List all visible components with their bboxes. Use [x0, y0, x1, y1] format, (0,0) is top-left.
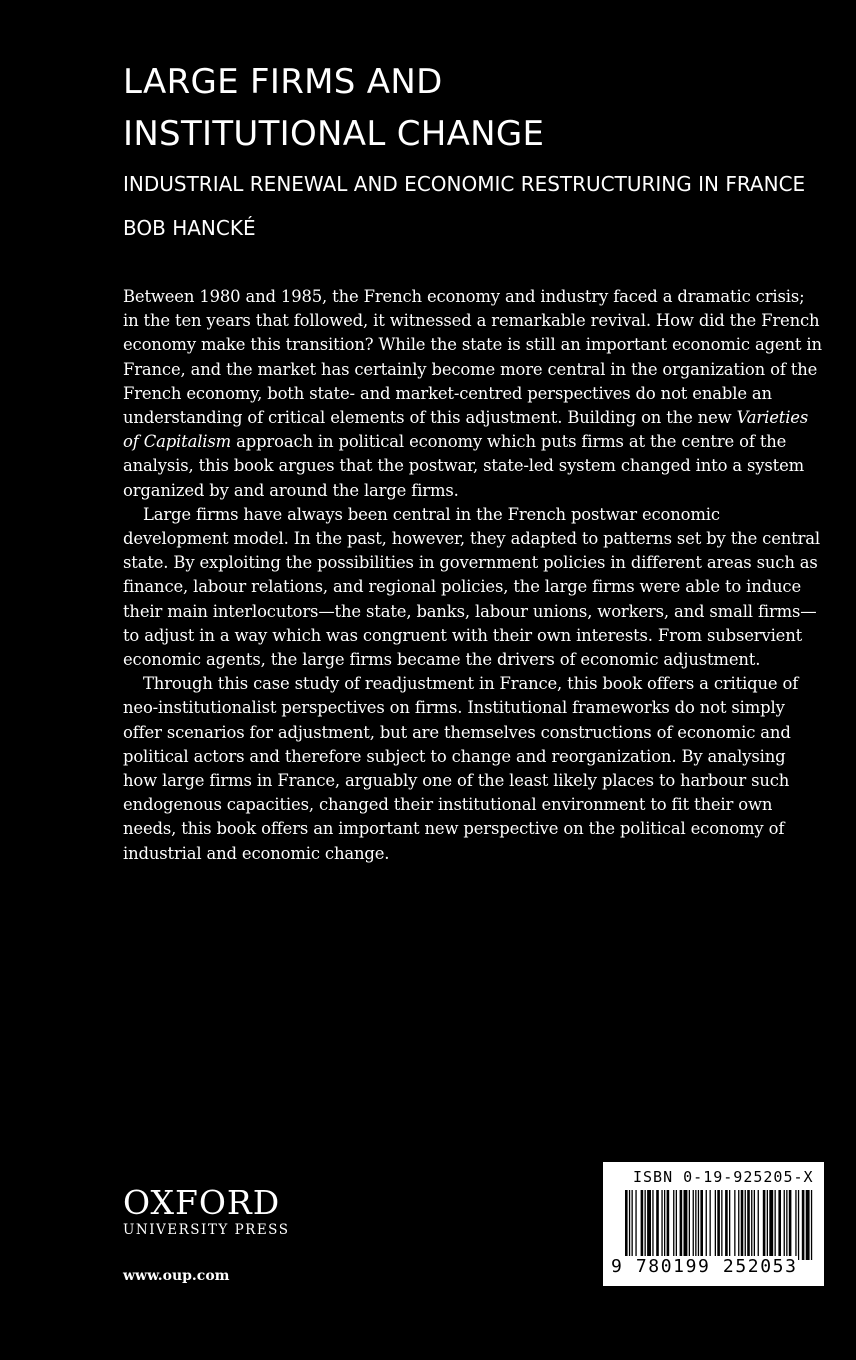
barcode-bar [695, 1190, 696, 1256]
barcode-bar [635, 1190, 636, 1256]
publisher-url: www.oup.com [123, 1268, 230, 1284]
barcode-bar [661, 1190, 662, 1256]
barcode-bar [693, 1190, 694, 1256]
blurb-paragraph-1-italic: Varieties of Capitalism [123, 408, 809, 452]
barcode-bar [715, 1190, 716, 1256]
barcode-bar [673, 1190, 674, 1256]
book-author: BOB HANCKÉ [123, 216, 256, 240]
publisher-subname: UNIVERSITY PRESS [123, 1222, 290, 1238]
barcode-bar [725, 1190, 728, 1256]
blurb-paragraph-2: Large firms have always been central in the French postwar economic development model. In the past, however, they adapted to patterns set by the central state. By exploiting the possibilities in government policies in different areas such as finance, labour relations, and regional policies, the large firms were able to induce their main interlocutors—the state, banks, labour unions, workers, and small firms—to adjust in a way which was congruent with their own interests. From subservient economic agents, the large firms became the drivers of economic adjustment. [123, 504, 820, 670]
barcode-bar [641, 1190, 644, 1256]
barcode-icon [625, 1190, 815, 1260]
barcode-bar [767, 1190, 768, 1260]
book-title-line-1: LARGE FIRMS AND [123, 62, 443, 102]
book-subtitle: INDUSTRIAL RENEWAL AND ECONOMIC RESTRUCTURING IN FRANCE [123, 172, 806, 196]
barcode-bar [758, 1190, 759, 1260]
barcode-bar [625, 1190, 628, 1260]
barcode-bar [689, 1190, 690, 1256]
isbn-label: ISBN 0-19-925205-X [633, 1168, 814, 1186]
barcode-bar [778, 1190, 781, 1260]
publisher-name: OXFORD [123, 1183, 281, 1222]
barcode-bar [754, 1190, 755, 1260]
barcode-digits: 9 780199 252053 [611, 1256, 798, 1277]
book-title-line-2: INSTITUTIONAL CHANGE [123, 114, 545, 154]
barcode-bar [680, 1190, 683, 1256]
barcode-bar [645, 1190, 646, 1256]
barcode-bar [667, 1190, 670, 1256]
barcode-bar [734, 1190, 735, 1256]
barcode-bar [745, 1190, 746, 1260]
barcode-bar [784, 1190, 785, 1260]
barcode-bar [775, 1190, 776, 1260]
barcode-bar [676, 1190, 677, 1256]
barcode-bar [798, 1190, 799, 1260]
blurb [123, 285, 823, 866]
barcode-bar [769, 1190, 773, 1260]
barcode-bar [710, 1190, 711, 1256]
barcode-bar [721, 1190, 722, 1256]
barcode-bar [751, 1190, 752, 1260]
barcode-bar [763, 1190, 766, 1260]
barcode-bar [656, 1190, 659, 1256]
barcode-bar [811, 1190, 812, 1260]
barcode-bar [738, 1190, 739, 1256]
barcode-bar [786, 1190, 787, 1260]
barcode-bar [632, 1190, 633, 1256]
barcode-bar [717, 1190, 720, 1256]
barcode-bar [741, 1190, 744, 1256]
barcode-bar [647, 1190, 651, 1256]
barcode-bar [698, 1190, 699, 1256]
barcode-bar [706, 1190, 707, 1256]
barcode-bar [684, 1190, 688, 1256]
barcode-bar [802, 1190, 805, 1260]
barcode-bar [729, 1190, 730, 1256]
barcode-bar [652, 1190, 653, 1256]
blurb-paragraph-1-part-a: Between 1980 and 1985, the French economy and industry faced a dramatic crisis; in the ten years that followed, it witnessed a remarkable revival. How did the French economy make this transition? While the state is still an important economic agent in France, and the market has certainly become more central in the organization of the French economy, both state- and market-centred perspectives do not enable an understanding of critical elements of this adjustment. Building on the new [123, 287, 822, 428]
barcode-bar [789, 1190, 792, 1260]
barcode-bar [629, 1190, 630, 1260]
barcode-bar [806, 1190, 810, 1260]
barcode-bar [664, 1190, 665, 1256]
blurb-paragraph-3: Through this case study of readjustment in France, this book offers a critique of neo-institutionalist perspectives on firms. Institutional frameworks do not simply offer scenarios for adjustment, but are themselves constructions of economic and political actors and therefore subject to change and reorganization. By analysing how large firms in France, arguably one of the least likely places to harbour such endogenous capacities, changed their institutional environment to fit their own needs, this book offers an important new perspective on the political economy of industrial and economic change. [123, 674, 799, 863]
barcode-bar [795, 1190, 796, 1260]
barcode-bar [747, 1190, 750, 1260]
barcode-box [603, 1162, 824, 1286]
title-block [123, 56, 843, 242]
publisher-logo [123, 1183, 290, 1238]
blurb-paragraph-1 [123, 285, 823, 503]
barcode-bar [700, 1190, 703, 1256]
blurb-paragraph-1-part-b: approach in political economy which puts firms at the centre of the analysis, this book argues that the postwar, state-led system changed into a system organized by and around the large firms. [123, 432, 805, 500]
